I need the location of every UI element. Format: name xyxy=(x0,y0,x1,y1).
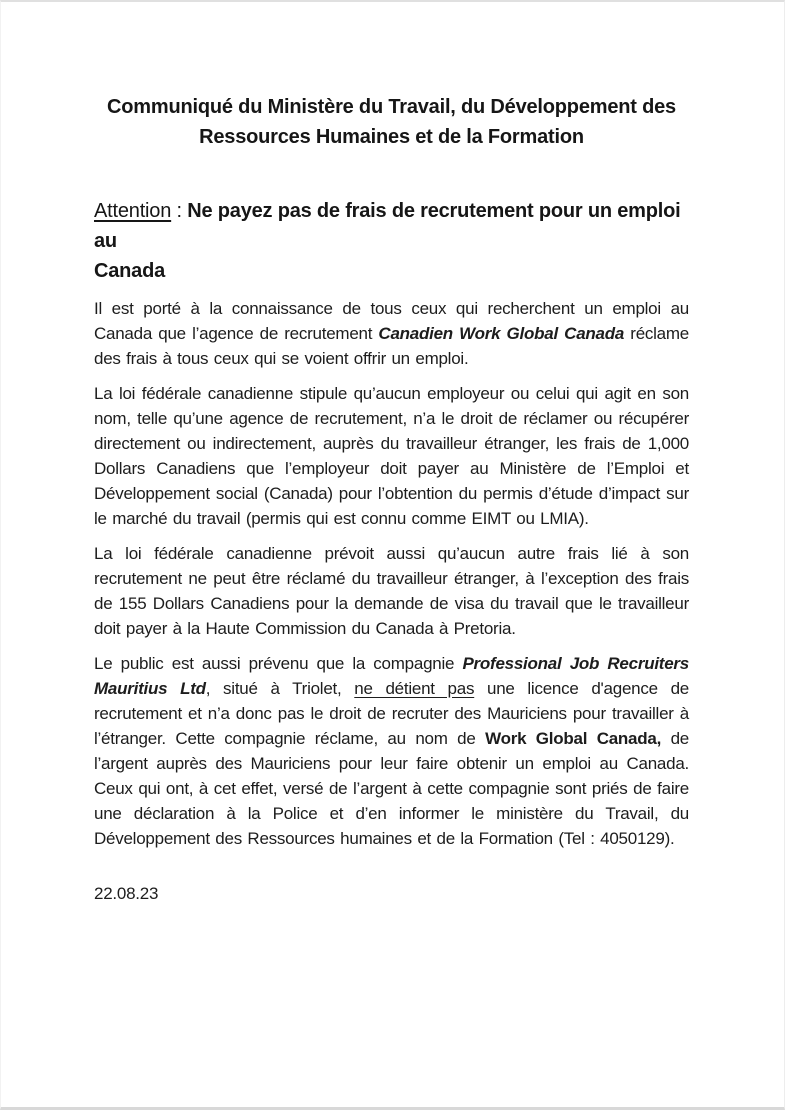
company-name-work-global-canada: Work Global Canada, xyxy=(485,729,662,748)
attention-heading-line-2 xyxy=(94,256,689,286)
heading-bold-text-2: Canada xyxy=(94,260,166,282)
text-segment: une licence d'agence de recrutement et n’a donc pas le droit de recruter des Mauriciens pour travailler à l’étranger. Cette compagnie réclame, au nom de xyxy=(94,679,690,748)
text-segment: Il est porté à la connaissance de tous ceux qui recherchent un emploi au Canada que l’agence de recrutement xyxy=(94,299,689,343)
document-title xyxy=(94,92,689,152)
heading-separator: : xyxy=(171,200,188,222)
paragraph-4 xyxy=(94,651,689,851)
text-segment: La loi fédérale canadienne prévoit aussi qu’aucun autre frais lié à son recrutement ne peut être réclamé du travailleur étranger, à l’exception des frais de 155 Dollars Canadiens pour la demande de visa du travail que le travailleur doit payer à la Haute Commission du Canada à Pretoria. xyxy=(94,544,689,638)
document-body xyxy=(94,296,689,851)
text-segment: de l’argent auprès des Mauriciens pour leur faire obtenir un emploi au Canada. Ceux qui ont, à cet effet, versé de l’argent à cette compagnie sont priés de faire une déclaration à la Police et d’en informer le ministère du Travail, du Développement des Ressources humaines et de la Formation (Tel : 4050129). xyxy=(94,729,689,848)
company-name-professional-job-recruiters: Professional Job Recruiters Mauritius Ltd xyxy=(94,654,689,698)
text-segment: La loi fédérale canadienne stipule qu’aucun employeur ou celui qui agit en son nom, telle qu’une agence de recrutement, n’a le droit de réclamer ou récupérer directement ou indirectement, auprès du travailleur étranger, les frais de 1,000 Dollars Canadiens que l’employeur doit payer au Ministère de l’Emploi et Développement social (Canada) pour l’obtention du permis d’étude d’impact sur le marché du travail (permis qui est connu comme EIMT ou LMIA). xyxy=(94,384,689,528)
heading-bold-text: Ne payez pas de frais de recrutement pour un emploi au xyxy=(94,200,681,252)
document-date: 22.08.23 xyxy=(94,884,159,903)
attention-heading-line-1 xyxy=(94,196,689,256)
text-segment: Le public est aussi prévenu que la compagnie xyxy=(94,654,463,673)
agency-name-canadien-work-global: Canadien Work Global Canada xyxy=(378,324,625,343)
document-title-line-2: Ressources Humaines et de la Formation xyxy=(199,126,584,148)
paragraph-1 xyxy=(94,296,689,371)
text-segment: réclame des frais à tous ceux qui se voient offrir un emploi. xyxy=(94,324,690,368)
paragraph-2 xyxy=(94,381,689,531)
attention-heading xyxy=(94,196,689,286)
document-title-line-1: Communiqué du Ministère du Travail, du Développement des xyxy=(107,96,676,118)
text-segment: , situé à Triolet, xyxy=(205,679,355,698)
paragraph-3 xyxy=(94,541,689,641)
underlined-ne-detient-pas: ne détient pas xyxy=(354,679,475,698)
attention-label: Attention xyxy=(94,200,172,222)
